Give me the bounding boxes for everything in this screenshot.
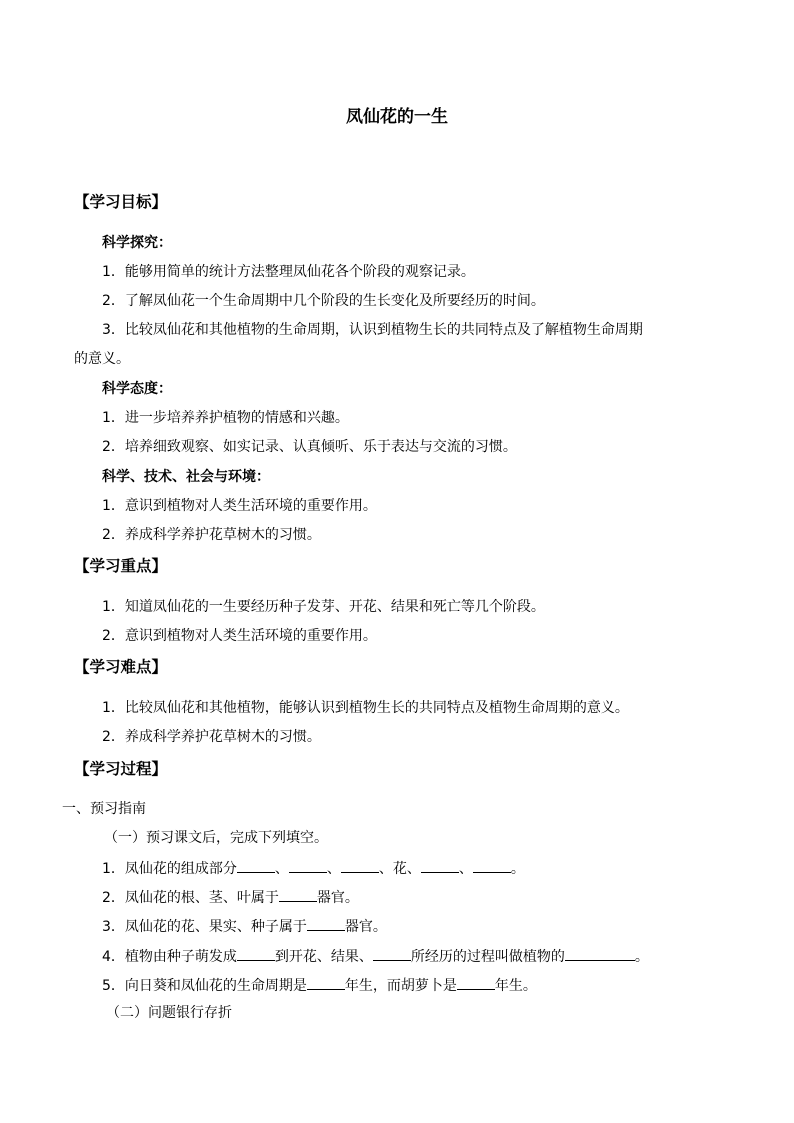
answer-blank[interactable] [289,857,327,873]
difficulties-heading: 【学习难点】 [74,658,168,676]
difficulty-1: 1．比较凤仙花和其他植物，能够认识到植物生长的共同特点及植物生命周期的意义。 [102,700,629,716]
answer-blank[interactable] [373,945,411,961]
inquiry-item-3-cont: 的意义。 [74,351,130,367]
question-1: 1．凤仙花的组成部分 、 、 、花、 、 。 [102,857,525,879]
question-2: 2．凤仙花的根、茎、叶属于 器官。 [102,886,359,908]
answer-blank[interactable] [237,857,275,873]
preview-part-2: （二）问题银行存折 [106,1005,232,1021]
answer-blank[interactable] [565,945,635,961]
answer-blank[interactable] [341,857,379,873]
answer-blank[interactable] [237,945,275,961]
inquiry-item-3: 3．比较凤仙花和其他植物的生命周期，认识到植物生长的共同特点及了解植物生命周期 [102,322,643,338]
inquiry-label: 科学探究： [102,235,172,251]
attitude-item-2: 2．培养细致观察、如实记录、认真倾听、乐于表达与交流的习惯。 [102,439,517,455]
key-point-1: 1．知道凤仙花的一生要经历种子发芽、开花、结果和死亡等几个阶段。 [102,599,545,615]
answer-blank[interactable] [279,886,317,902]
question-5: 5．向日葵和凤仙花的生命周期是 年生，而胡萝卜是 年生。 [102,974,537,996]
answer-blank[interactable] [307,974,345,990]
sts-label: 科学、技术、社会与环境： [102,469,270,485]
answer-blank[interactable] [473,857,511,873]
sts-item-2: 2．养成科学养护花草树木的习惯。 [102,527,321,543]
inquiry-item-2: 2．了解凤仙花一个生命周期中几个阶段的生长变化及所要经历的时间。 [102,293,545,309]
process-heading: 【学习过程】 [74,760,168,778]
difficulty-2: 2．养成科学养护花草树木的习惯。 [102,729,321,745]
attitude-item-1: 1．进一步培养养护植物的情感和兴趣。 [102,410,349,426]
preview-guide-section: 一、预习指南 [62,801,146,817]
answer-blank[interactable] [421,857,459,873]
objectives-heading: 【学习目标】 [74,193,168,211]
question-4: 4．植物由种子萌发成 到开花、结果、 所经历的过程叫做植物的 。 [102,945,649,967]
sts-item-1: 1．意识到植物对人类生活环境的重要作用。 [102,498,377,514]
question-3: 3．凤仙花的花、果实、种子属于 器官。 [102,915,387,937]
key-point-2: 2．意识到植物对人类生活环境的重要作用。 [102,628,377,644]
key-points-heading: 【学习重点】 [74,557,168,575]
attitude-label: 科学态度： [102,381,172,397]
answer-blank[interactable] [307,915,345,931]
inquiry-item-1: 1．能够用简单的统计方法整理凤仙花各个阶段的观察记录。 [102,264,475,280]
answer-blank[interactable] [457,974,495,990]
preview-part-1: （一）预习课文后，完成下列填空。 [104,830,328,846]
page-title: 凤仙花的一生 [346,107,448,127]
